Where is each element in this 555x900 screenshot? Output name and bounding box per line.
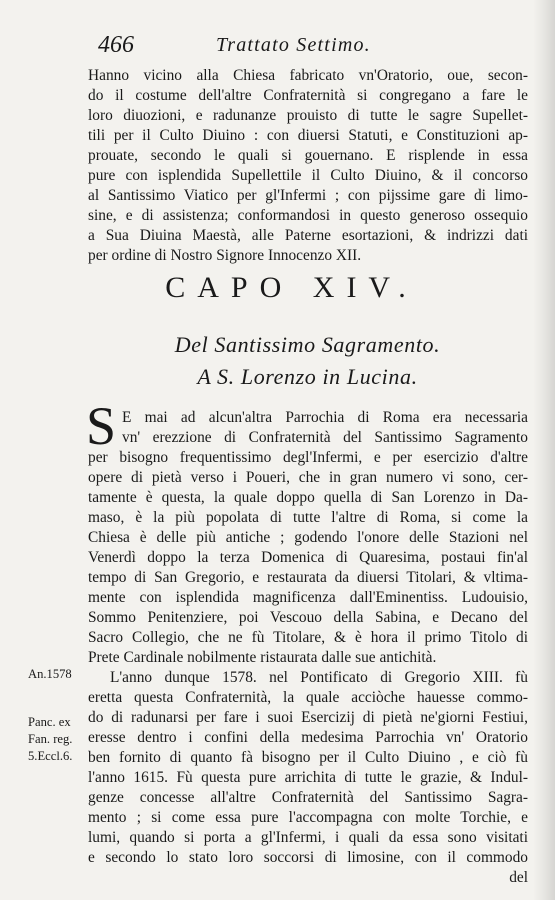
- first-lines: [122, 408, 528, 448]
- text-line: do di radunarsi per fare i suoi Esercizij di pietà ne'giorni Festiui,: [88, 709, 528, 726]
- chapter-subtitle: Del Santissimo Sagramento.: [174, 332, 441, 357]
- text-line: Hanno vicino alla Chiesa fabricato vn'Oratorio, oue, secon-: [88, 67, 528, 84]
- text-line: per bisogno frequentissimo degl'Infermi, e per esercizio d'altre: [88, 449, 528, 466]
- margin-note-source: 5.Eccl.6.: [28, 749, 73, 763]
- text-line: Chiesa è delle più antiche ; godendo l'onore delle Stazioni nel: [88, 529, 528, 546]
- text-line: tili per il Culto Diuino : con diuersi Statuti, e Constituzioni ap-: [88, 127, 528, 144]
- text-line: eretta questa Confraternità, la quale acciòche hauesse commo-: [88, 689, 528, 706]
- text-line: Sacro Collegio, che ne fù Titolare, & è hora il primo Titolo di: [88, 629, 528, 646]
- catchword: del: [509, 869, 528, 886]
- text-line: maso, è la più popolata di tutte l'altre di Roma, si come la: [88, 509, 528, 526]
- chapter-location: A S. Lorenzo in Lucina.: [197, 364, 418, 389]
- page-header: [98, 30, 518, 64]
- text-line: Sommo Penitenziere, poi Vescouo della Sabina, e Decano del: [88, 609, 528, 626]
- margin-note-source: Fan. reg.: [28, 732, 73, 746]
- body-paragraph-1: [88, 448, 528, 668]
- text-line: sine, e di assistenza; conformandosi in questo generoso ossequio: [88, 207, 528, 224]
- text-line: ben fornito di quanto fà bisogno per il Culto Diuino , e ciò fù: [88, 749, 528, 766]
- text-line: tamente è questa, la quale doppo quella di San Lorenzo in Da-: [88, 489, 528, 506]
- text-line: mento ; si come essa pure l'accompagna con molte Torchie, e: [88, 809, 528, 826]
- text-line: L'anno dunque 1578. nel Pontificato di Gregorio XIII. fù: [110, 669, 528, 686]
- text-line: al Santissimo Viatico per gl'Infermi ; con pijssime gare di limo-: [88, 187, 528, 204]
- text-line: prouate, secondo le quali si gouernano. E risplende in essa: [88, 147, 528, 164]
- page-edge-shadow: [533, 0, 555, 900]
- page-number: 466: [98, 32, 134, 58]
- text-line: tempo di San Gregorio, e restaurata da diuersi Titolari, & vltima-: [88, 569, 528, 586]
- text-line: opere di pietà verso i Poueri, che in gran numero vi sono, cer-: [88, 469, 528, 486]
- text-line: per ordine di Nostro Signore Innocenzo XII.: [88, 247, 362, 264]
- text-line: vn' erezzione di Confraternità del Santissimo Sagramento: [122, 429, 528, 446]
- body-paragraph-2: [88, 668, 528, 888]
- text-line: e secondo lo stato loro soccorsi di limosine, con il commodo: [88, 849, 528, 866]
- running-head: Trattato Settimo.: [216, 34, 371, 56]
- margin-note-year: An.1578: [28, 667, 72, 681]
- text-line: l'anno 1615. Fù questa pure arrichita di tutte le grazie, & Indul-: [88, 769, 528, 786]
- margin-note-source: Panc. ex: [28, 715, 71, 729]
- text-line: eresse dentro i confini della medesima Parrochia vn' Oratorio: [88, 729, 528, 746]
- drop-cap: S: [86, 396, 117, 456]
- intro-paragraph: [88, 66, 528, 266]
- text-line: lumi, quando si porta a gl'Infermi, i quali da essa sono visitati: [88, 829, 528, 846]
- text-line: pure con isplendida Supellettile il Culto Diuino, & il concorso: [88, 167, 528, 184]
- text-line: Venerdì doppo la terza Domenica di Quaresima, postaui fin'al: [88, 549, 528, 566]
- chapter-title: CAPO XIV.: [165, 271, 418, 304]
- text-line: loro diuozioni, e radunanze prouisto di tutte le sagre Supellet-: [88, 107, 528, 124]
- text-line: mente con isplendida magnificenza dall'Eminentiss. Ludouisio,: [88, 589, 528, 606]
- text-line: Prete Cardinale nobilmente ristaurata dalle sue antichità.: [88, 649, 437, 666]
- text-line: genze concesse all'altre Confraternità del Santissimo Sagra-: [88, 789, 528, 806]
- text-line: do il costume dell'altre Confraternità si congregano a fare le: [88, 87, 528, 104]
- text-line: E mai ad alcun'altra Parrochia di Roma era necessaria: [122, 409, 528, 426]
- text-line: a Sua Diuina Maestà, alle Paterne esortazioni, & indrizzi dati: [88, 227, 528, 244]
